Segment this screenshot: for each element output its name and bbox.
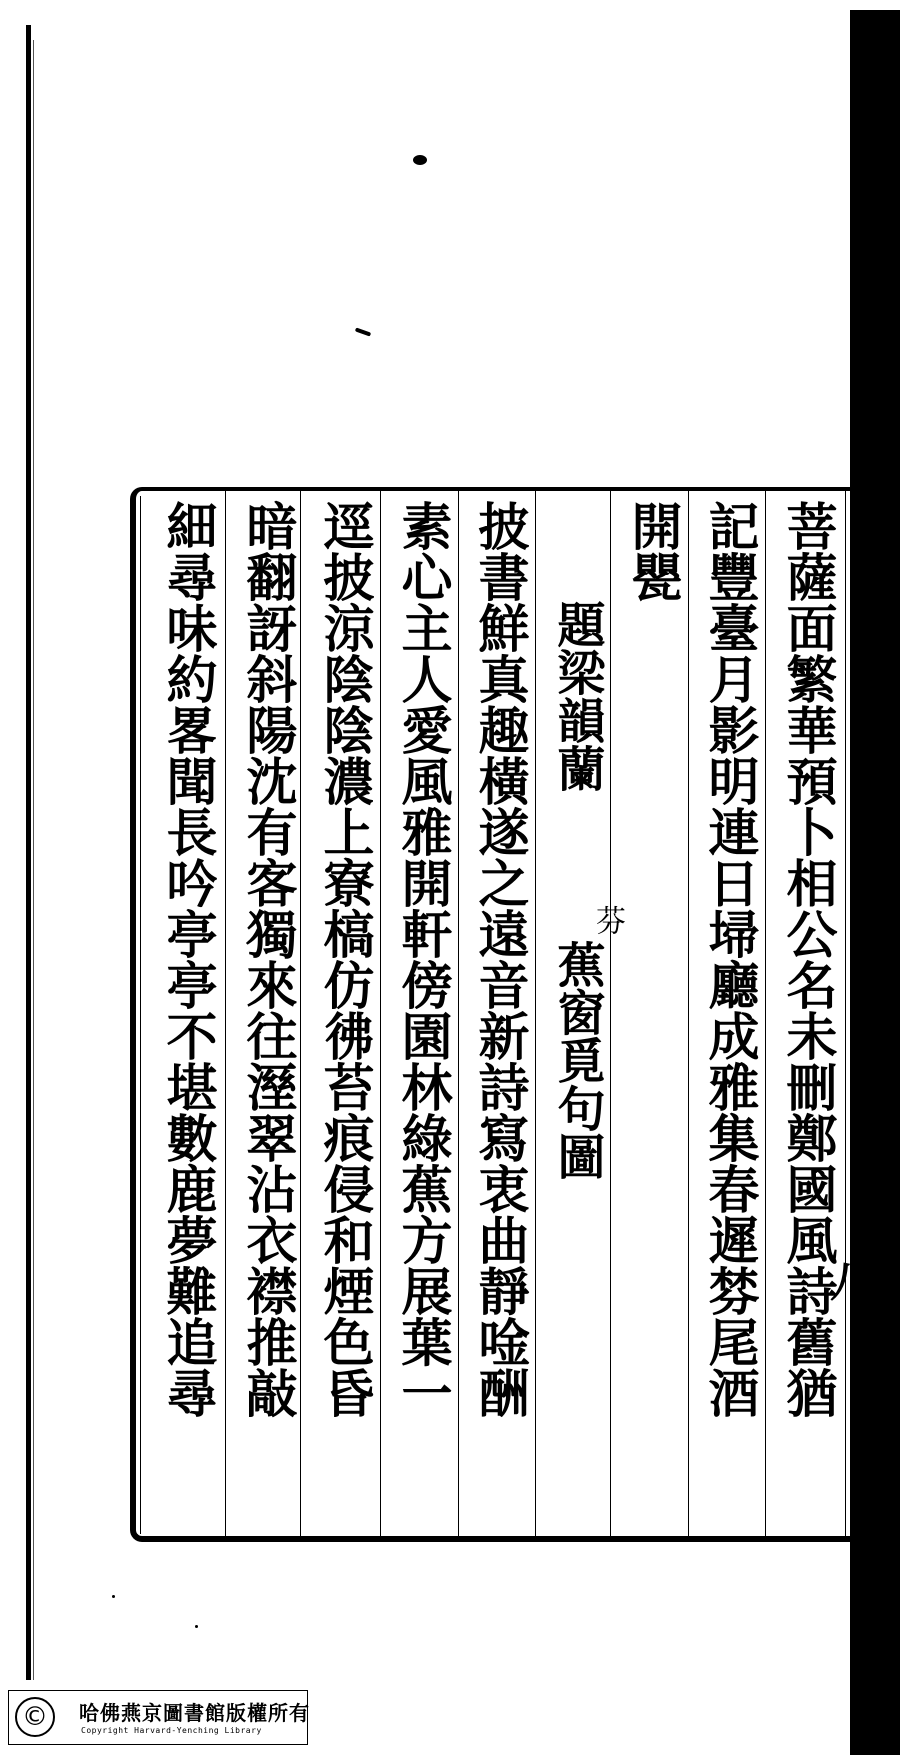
- copyright-text-english: Copyright Harvard-Yenching Library: [81, 1726, 262, 1735]
- text-column-7: 逕披涼陰陰濃上寮槁仿彿苔痕侵和煙色昏: [314, 500, 374, 1418]
- text-column-2: 記豐臺月影明連日埽廳成雅集春遲棼尾酒: [699, 500, 759, 1418]
- copyright-footer: [8, 1690, 308, 1745]
- page-right-edge: [850, 10, 900, 1755]
- ink-speck: [413, 155, 427, 165]
- poem-title-author-small: 芬: [590, 905, 625, 935]
- column-rule: [610, 491, 611, 1536]
- column-rule: [300, 491, 301, 1536]
- text-column-8: 暗翻訝斜陽沈有客獨來往溼翠沾衣襟推敲: [237, 500, 297, 1418]
- frame-inner-line: [140, 496, 141, 1534]
- column-rule: [688, 491, 689, 1536]
- poem-title-author: 題梁韻蘭: [549, 600, 605, 792]
- text-column-6: 素心主人愛風雅開軒傍園林綠蕉方展葉一: [392, 500, 452, 1418]
- copyright-text-chinese: 哈佛燕京圖書館版權所有: [79, 1701, 310, 1725]
- ink-speck: [195, 1625, 198, 1628]
- text-column-9: 細尋味約畧聞長吟亭亭不堪數鹿夢難追尋: [157, 500, 217, 1418]
- column-rule: [458, 491, 459, 1536]
- column-rule: [225, 491, 226, 1536]
- column-rule: [380, 491, 381, 1536]
- page-spine-line-inner: [33, 40, 34, 1680]
- text-column-5: 披書鮮真趣橫遂之遠音新詩寫衷曲靜唫酬: [469, 500, 529, 1418]
- column-rule: [535, 491, 536, 1536]
- ink-speck: [112, 1595, 115, 1598]
- text-column-3: 開甖: [622, 500, 682, 602]
- page-number: 八: [830, 1256, 874, 1307]
- column-rule: [845, 491, 846, 1536]
- column-rule: [765, 491, 766, 1536]
- text-column-1: 菩薩面繁華預卜相公名未刪鄭國風詩舊猶: [777, 500, 837, 1418]
- copyright-icon: ©: [15, 1697, 55, 1737]
- poem-title: 蕉窗覓句圖: [549, 940, 605, 1180]
- page-spine-line: [26, 25, 31, 1680]
- ink-speck: [355, 327, 371, 336]
